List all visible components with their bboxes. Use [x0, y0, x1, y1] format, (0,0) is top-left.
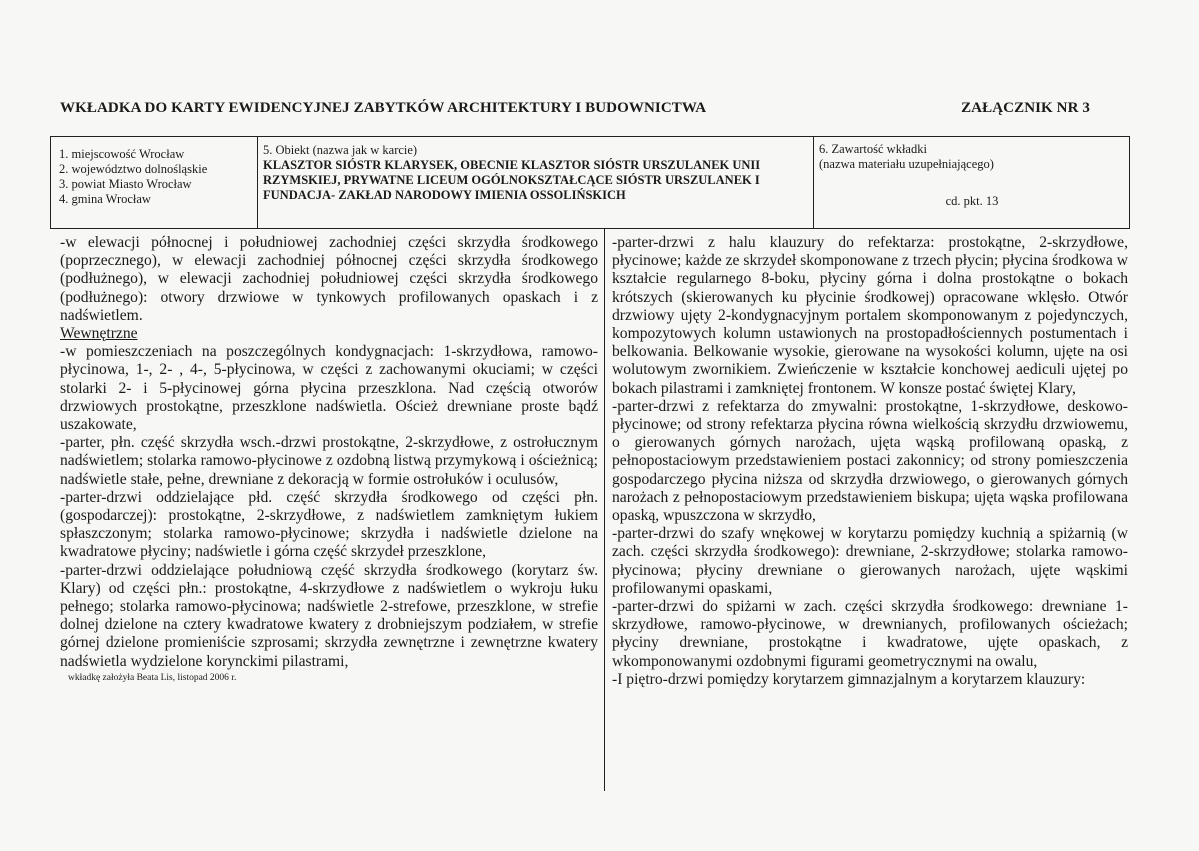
location-county: 3. powiat Miasto Wrocław: [59, 177, 192, 191]
section-heading: Wewnętrzne: [60, 325, 138, 343]
paragraph: -parter-drzwi do spiżarni w zach. części skrzydła środkowego: drewniane 1-skrzydłowe, ramowo-płycinowe, w drewnianych, profilowanych ościeżach; płyciny drewniane, prostokątne i kwadratowe, ujęte opaskach, z wkomponowanymi ozdobnymi figurami geometrycznymi na owalu,: [612, 598, 1128, 670]
paragraph: -I piętro-drzwi pomiędzy korytarzem gimnazjalnym a korytarzem klauzury:: [612, 670, 1086, 688]
paragraph: -w elewacji północnej i południowej zachodniej części skrzydła środkowego (poprzecznego), w elewacji zachodniej północnej części skrzydła środkowego (podłużnego), w elewacji zachodniej południowej części skrzydła środkowego (podłużnego): otwory drzwiowe w tynkowych profilowanych opaskach i z nadświetlem.: [60, 234, 598, 324]
paragraph: -parter-drzwi z refektarza do zmywalni: prostokątne, 1-skrzydłowe, deskowo- płycinowe; od strony refektarza płycina równa wielkością skrzydłu drzwiowemu, o gierowanych górnych narożach, ujęta wąską profilowaną opaską, z pełnopostaciowym przedstawieniem postaci zakonnicy; od strony pomieszczenia gospodarczego płycina niższa od skrzydła drzwiowego, o gierowanych górnych narożach z pełnopostaciowym przedstawieniem biskupa; ujęta wąska profilowana opaską, wpuszczona w skrzydło,: [612, 397, 1128, 525]
paragraph: -parter, płn. część skrzydła wsch.-drzwi prostokątne, 2-skrzydłowe, z ostrołucznym nadświetlem; stolarka ramowo-płycinowe z ozdobną listwą przymykową i ościeżnicą; nadświetle stałe, pełne, drewniane z dekoracją w formie ostrołuków i oculusów,: [60, 434, 598, 488]
paragraph: -w pomieszczeniach na poszczególnych kondygnacjach: 1-skrzydłowa, ramowo-płycinowa, 1-, 2- , 4-, 5-płycinowa, w części z zachowanymi okuciami; w części stolarki 2- i 5-płycinowej górna płycina przeszklona. Nad częścią otworów drzwiowych prostokątne, przeszklone nadświetla. Oścież drewniane proste bądź uszakowate,: [60, 343, 598, 434]
author-footnote: wkładkę założyła Beata Lis, listopad 2006 r.: [68, 672, 237, 683]
paragraph: -parter-drzwi oddzielające południową część skrzydła środkowego (korytarz św. Klary) od części płn.: prostokątne, 4-skrzydłowe z nadświetlem o wykroju łuku pełnego; stolarka ramowo-płycinowa; nadświetle 2-strefowe, przeszklone, w strefie dolnej dzielone na cztery kwadratowe kwatery z drobniejszym podziałem, w strefie górnej dzielone promieniście szprosami; skrzydła zewnętrzne i zewnętrzne kwatery nadświetla wydzielone korynckimi pilastrami,: [60, 561, 598, 670]
location-voivodeship: 2. województwo dolnośląskie: [59, 162, 208, 176]
object-cell: [258, 137, 814, 228]
paragraph: -parter-drzwi z halu klauzury do refektarza: prostokątne, 2-skrzydłowe, płycinowe; każde ze skrzydeł skomponowane z trzech płycin; płycina środkowa w kształcie regularnego 8-boku, płyciny górna i dolna prostokątne o bokach krótszych (skierowanych ku płycinie środkowej) opracowane wklęsło. Otwór drzwiowy ujęty 2-kondygnacyjnym portalem skomponowanym z pojedynczych, kompozytowych kolumn ustawionych na prostopadłościennych postumentach i belkowania. Belkowanie wysokie, gierowane na wysokości kolumn, ujęte na osi wolutowym zwornikiem. Zwieńczenie w kształcie konchowej aediculi ujętej po bokach pilastrami i zamkniętej frontonem. W konsze postać świętej Klary,: [612, 234, 1128, 397]
content-sublabel: (nazwa materiału uzupełniającego): [819, 157, 994, 171]
location-city: 1. miejscowość Wrocław: [59, 147, 185, 161]
annex-label: ZAŁĄCZNIK NR 3: [961, 100, 1090, 116]
content-cell: [814, 137, 1129, 228]
content-reference: cd. pkt. 13: [945, 194, 999, 208]
right-column: [605, 229, 1130, 791]
paragraph: -parter-drzwi oddzielające płd. część skrzydła środkowego od części płn. (gospodarczej): prostokątne, 2-skrzydłowe, z nadświetlem zamkniętym łukiem spłaszczonym; stolarka ramowo-płycinowe; skrzydła i nadświetle dzielone na kwadratowe płyciny; nadświetle i górna część skrzydeł przeszklone,: [60, 488, 598, 561]
paragraph: -parter-drzwi do szafy wnękowej w korytarzu pomiędzy kuchnią a spiżarnią (w zach. części skrzydła środkowego): drewniane, 2-skrzydłowe; stolarka ramowo-płycinowa; płyciny drewniane o gierowanych narożach, ujęte wąskimi profilowanymi opaskami,: [612, 525, 1128, 597]
object-label: 5. Obiekt (nazwa jak w karcie): [263, 143, 418, 157]
info-table: [50, 136, 1130, 229]
left-column: [50, 229, 605, 791]
content-label: 6. Zawartość wkładki: [819, 142, 927, 156]
body-columns: [50, 229, 1130, 791]
object-name: KLASZTOR SIÓSTR KLARYSEK, OBECNIE KLASZTOR SIÓSTR URSZULANEK UNII RZYMSKIEJ, PRYWATNE LICEUM OGÓLNOKSZTAŁCĄCE SIÓSTR URSZULANEK I FUNDACJA- ZAKŁAD NARODOWY IMIENIA OSSOLIŃSKICH: [263, 158, 761, 202]
location-commune: 4. gmina Wrocław: [59, 192, 151, 206]
document-header: [60, 100, 1150, 117]
location-cell: [51, 137, 258, 228]
document-title: WKŁADKA DO KARTY EWIDENCYJNEJ ZABYTKÓW ARCHITEKTURY I BUDOWNICTWA: [60, 100, 707, 116]
